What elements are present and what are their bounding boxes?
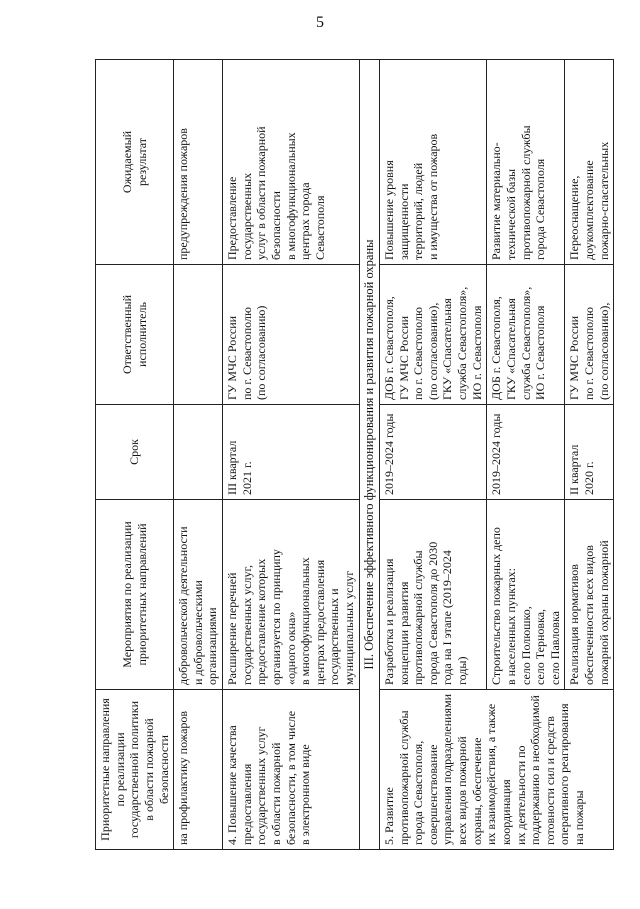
cell-text-line: III квартал <box>225 440 239 495</box>
cell-text-line: в многофункциональных <box>283 132 298 260</box>
table-cell <box>565 60 614 265</box>
cell-text-line: приоритетных направлений <box>134 523 149 666</box>
cell-text-line: 2020 г. <box>582 461 596 495</box>
cell-text-line: Реализация нормативов <box>567 564 582 685</box>
cell-text-line: Мероприятия по реализации <box>119 521 134 668</box>
cell-text-line: село Полюшко, <box>518 606 533 685</box>
table-cell <box>223 405 360 500</box>
table-cell <box>565 405 614 500</box>
cell-text-line: 4. Повышение качества <box>225 725 239 845</box>
cell-text-line: ДОБ г. Севастополя, <box>381 296 396 400</box>
cell-text-line: управления подразделениями <box>440 693 455 845</box>
header-term <box>96 405 174 500</box>
cell-text-line: ДОБ г. Севастополя, <box>489 296 504 400</box>
section-title: III. Обеспечение эффективного функционирования и развития пожарной охраны <box>359 60 379 850</box>
cell-text-line: оперативного реагирования <box>557 703 572 845</box>
cell-text-line: концепции развития <box>396 581 411 685</box>
table-row <box>174 60 223 850</box>
cell-text-line: Севастополя <box>312 195 327 260</box>
cell-text-line: технической базы <box>503 168 518 260</box>
cell-text-line: Ожидаемый <box>119 130 134 194</box>
cell-text-line: II квартал <box>567 444 582 495</box>
cell-text-line: 2019–2024 годы <box>489 413 504 495</box>
cell-text-line: результат <box>134 137 149 187</box>
cell-text-line: всех видов пожарной <box>455 736 469 845</box>
header-result <box>96 60 174 265</box>
table-cell <box>487 60 565 265</box>
cell-text-line: по реализации <box>112 732 127 807</box>
table-cell <box>487 265 565 405</box>
cell-text-line: противопожарной службы <box>411 550 426 685</box>
cell-text-line: Повышение уровня <box>381 160 396 260</box>
cell-text-line: года на I этапе (2019–2024 <box>440 550 455 685</box>
header-measures <box>96 500 174 690</box>
cell-text-line: поддержанию в необходимой <box>528 695 543 845</box>
table-cell <box>223 265 360 405</box>
table-cell <box>487 405 565 500</box>
cell-text-line: в электронном виде <box>298 744 313 845</box>
cell-text-line: годы) <box>455 656 469 685</box>
cell-text-line: и имущества от пожаров <box>425 133 440 260</box>
table-cell <box>379 690 613 850</box>
cell-text-line: муниципальных услуг <box>342 570 356 685</box>
table-cell <box>565 265 614 405</box>
table-cell <box>223 60 360 265</box>
cell-text-line: организациями <box>205 607 220 685</box>
cell-text-line: предоставления <box>239 763 254 845</box>
header-responsible <box>96 265 174 405</box>
cell-text-line: их деятельности по <box>513 745 528 845</box>
table-row <box>379 60 486 850</box>
cell-text-line: совершенствование <box>425 744 440 845</box>
cell-text-line: Расширение перечней <box>225 572 239 685</box>
cell-text-line: на пожары <box>572 790 586 845</box>
cell-text-line: на профилактику пожаров <box>176 710 191 845</box>
table-cell <box>487 500 565 690</box>
cell-text-line: по г. Севастополю <box>411 307 426 400</box>
cell-text-line: в населенных пунктах: <box>503 568 518 685</box>
cell-text-line: (по согласованию), <box>596 302 611 400</box>
cell-text-line: организуется по принципу <box>268 549 283 685</box>
page-number: 5 <box>316 14 324 31</box>
cell-text-line: в области пожарной <box>268 742 283 845</box>
cell-text-line: ГУ МЧС России <box>225 315 239 400</box>
table-cell <box>174 265 223 405</box>
table-cell <box>379 500 486 690</box>
cell-text-line: города Севастополя <box>533 158 548 260</box>
cell-text-line: Предоставление <box>225 176 239 260</box>
cell-text-line: доукомплектование <box>582 160 596 260</box>
table-cell <box>379 405 486 500</box>
cell-text-line: 2019–2024 годы <box>381 413 396 495</box>
cell-text-line: Развитие материально- <box>489 142 504 260</box>
cell-text-line: государственных <box>239 172 254 260</box>
table-cell <box>223 690 360 850</box>
cell-text-line: Переоснащение, <box>567 175 582 260</box>
cell-text-line: и добровольческими <box>190 580 205 685</box>
table-cell <box>379 60 486 265</box>
cell-text-line: противопожарной службы <box>396 710 411 845</box>
cell-text-line: ГКУ «Спасательная <box>440 298 455 400</box>
section-heading-row <box>359 60 379 850</box>
cell-text-line: Разработка и реализация <box>381 558 396 685</box>
cell-text-line: добровольческой деятельности <box>176 526 191 685</box>
cell-text-line: ГУ МЧС России <box>567 315 582 400</box>
rotated-table-container <box>95 60 640 850</box>
document-table <box>95 59 614 850</box>
cell-text-line: центрах предоставления <box>312 559 327 685</box>
header-directions <box>96 690 174 850</box>
cell-text-line: государственной политики <box>127 700 142 839</box>
cell-text-line: безопасности <box>268 191 283 260</box>
cell-text-line: село Терновка, <box>533 608 548 685</box>
cell-text-line: их взаимодействия, а также <box>484 703 499 845</box>
cell-text-line: государственных услуг, <box>239 564 254 685</box>
table-cell <box>565 500 614 690</box>
cell-text-line: координация <box>498 779 513 845</box>
table-header-row <box>96 60 174 850</box>
cell-text-line: служба Севастополя», <box>455 286 469 400</box>
cell-text-line: города Севастополя, <box>411 740 426 845</box>
cell-text-line: служба Севастополя», <box>518 286 533 400</box>
cell-text-line: Срок <box>127 439 142 465</box>
rotated-table-area <box>95 60 640 850</box>
cell-text-line: ГКУ «Спасательная <box>503 298 518 400</box>
cell-text-line: города Севастополя до 2030 <box>425 541 440 685</box>
cell-text-line: (по согласованию) <box>254 305 269 400</box>
table-cell <box>174 500 223 690</box>
cell-text-line: исполнитель <box>134 302 149 367</box>
cell-text-line: Строительство пожарных депо <box>489 527 504 685</box>
cell-text-line: 2021 г. <box>239 461 254 495</box>
cell-text-line: по г. Севастополю <box>582 307 596 400</box>
table-cell <box>223 500 360 690</box>
cell-text-line: государственных и <box>327 588 342 685</box>
cell-text-line: государственных услуг <box>254 726 269 845</box>
cell-text-line: Приоритетные направления <box>98 698 112 841</box>
cell-text-line: территорий, людей <box>411 162 426 260</box>
cell-text-line: предоставление которых <box>254 558 269 685</box>
cell-text-line: пожарной охраны пожарной <box>596 540 611 685</box>
table-cell <box>174 60 223 265</box>
cell-text-line: в области пожарной <box>141 718 156 821</box>
cell-text-line: ИО г. Севастополя <box>533 305 548 400</box>
cell-text-line: готовности сил и средств <box>542 716 557 845</box>
cell-text-line: предупреждения пожаров <box>176 128 191 260</box>
cell-text-line: 5. Развитие <box>381 787 396 845</box>
cell-text-line: «одного окна» <box>283 611 298 685</box>
cell-text-line: услуг в области пожарной <box>254 126 269 260</box>
cell-text-line: Ответственный <box>119 294 134 375</box>
table-cell <box>379 265 486 405</box>
cell-text-line: в многофункциональных <box>298 557 313 685</box>
table-cell <box>174 405 223 500</box>
cell-text-line: ГУ МЧС России <box>396 315 411 400</box>
cell-text-line: пожарно-спасательных <box>596 141 611 260</box>
table-cell <box>174 690 223 850</box>
table-row <box>223 60 360 850</box>
cell-text-line: центрах города <box>298 182 313 260</box>
cell-text-line: противопожарной службы <box>518 125 533 260</box>
cell-text-line: ИО г. Севастополя <box>469 305 484 400</box>
cell-text-line: безопасности, в том числе <box>283 710 298 845</box>
cell-text-line: село Павловка <box>547 611 562 685</box>
cell-text-line: безопасности <box>156 735 171 804</box>
cell-text-line: (по согласованию), <box>425 302 440 400</box>
cell-text-line: обеспеченности всех видов <box>582 545 596 685</box>
cell-text-line: по г. Севастополю <box>239 307 254 400</box>
cell-text-line: охраны, обеспечение <box>469 737 484 845</box>
cell-text-line: защищенности <box>396 183 411 260</box>
